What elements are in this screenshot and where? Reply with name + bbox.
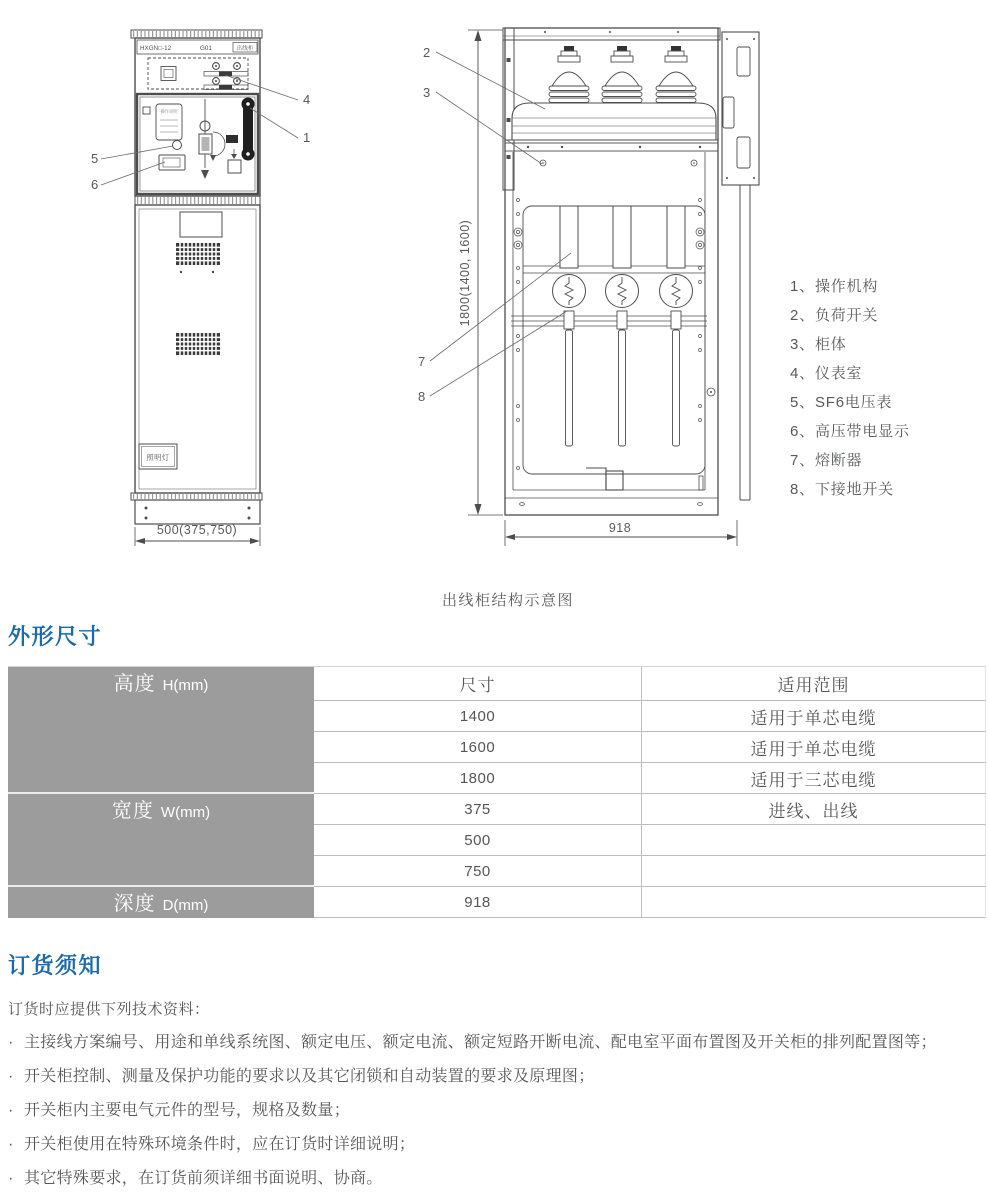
callout-3: 3 <box>423 85 431 100</box>
bullet-marker: · <box>8 1170 14 1187</box>
row-group-name: 高度 <box>113 673 156 695</box>
front-scheme-label: G01 <box>200 45 212 52</box>
drawing-caption: 出线柜结构示意图 <box>441 592 574 609</box>
ordering-note <box>8 1162 986 1196</box>
legend-item: 7、熔断器 <box>790 452 863 469</box>
range-value: 适用于三芯电缆 <box>641 763 986 794</box>
ordering-note-text: 主接线方案编号、用途和单线系统图、额定电压、额定电流、额定短路开断电流、配电室平面布置图及开关柜的排列配置图等； <box>24 1034 937 1051</box>
callout-4: 4 <box>303 92 311 107</box>
ordering-note <box>8 1128 986 1162</box>
ordering-section-title: 订货须知 <box>8 953 103 978</box>
row-group-name: 深度 <box>113 893 156 915</box>
row-group-depth <box>8 887 314 918</box>
legend-item: 5、SF6电压表 <box>790 394 893 411</box>
bullet-marker: · <box>8 1034 14 1051</box>
row-group-name: 宽度 <box>111 800 154 822</box>
front-view-drawing <box>131 30 262 546</box>
ordering-notes-list <box>8 1026 986 1196</box>
height-dimension: 1800(1400, 1600) <box>458 219 472 327</box>
dimensions-section-title: 外形尺寸 <box>8 624 103 649</box>
ordering-intro: 订货时应提供下列技术资料： <box>8 1001 210 1018</box>
section-view-drawing <box>468 28 759 546</box>
callout-5: 5 <box>91 151 99 166</box>
legend-item: 6、高压带电显示 <box>790 423 910 440</box>
size-value: 500 <box>314 825 641 856</box>
row-group-unit: H(mm) <box>162 677 209 694</box>
depth-dimension: 918 <box>608 521 632 535</box>
row-group-width <box>8 794 314 887</box>
front-type-label: 出线柜 <box>236 46 254 52</box>
ordering-note <box>8 1060 986 1094</box>
bullet-marker: · <box>8 1102 14 1119</box>
column-header-range: 适用范围 <box>641 667 986 701</box>
ordering-note-text: 开关柜使用在特殊环境条件时，应在订货时详细说明； <box>24 1136 416 1153</box>
range-value: 进线、出线 <box>641 794 986 825</box>
callout-8: 8 <box>418 389 426 404</box>
size-value: 1400 <box>314 701 641 732</box>
column-header-size: 尺寸 <box>314 667 641 701</box>
bullet-marker: · <box>8 1136 14 1153</box>
parts-legend <box>790 272 910 504</box>
range-value <box>641 825 986 856</box>
size-value: 918 <box>314 887 641 918</box>
row-group-unit: W(mm) <box>160 804 211 821</box>
size-value: 1800 <box>314 763 641 794</box>
legend-item: 4、仪表室 <box>790 365 863 382</box>
range-value <box>641 856 986 887</box>
row-group-height <box>8 667 314 794</box>
ordering-note-text: 开关柜内主要电气元件的型号，规格及数量； <box>24 1102 351 1119</box>
ordering-note-text: 其它特殊要求，在订货前须详细书面说明、协商。 <box>24 1170 383 1187</box>
legend-item: 2、负荷开关 <box>790 307 879 324</box>
dimensions-table <box>8 666 986 918</box>
range-value <box>641 887 986 918</box>
bullet-marker: · <box>8 1068 14 1085</box>
callout-1: 1 <box>303 130 311 145</box>
callout-7: 7 <box>418 354 426 369</box>
range-value: 适用于单芯电缆 <box>641 732 986 763</box>
legend-item: 1、操作机构 <box>790 278 879 295</box>
row-group-unit: D(mm) <box>162 897 209 914</box>
size-value: 1600 <box>314 732 641 763</box>
ordering-note <box>8 1026 986 1060</box>
legend-item: 3、柜体 <box>790 336 847 353</box>
callout-2: 2 <box>423 45 431 60</box>
operation-plate-label: 操作说明 <box>160 109 178 114</box>
width-dimension: 500(375,750) <box>156 523 238 537</box>
ordering-note-text: 开关柜控制、测量及保护功能的要求以及其它闭锁和自动装置的要求及原理图； <box>24 1068 595 1085</box>
lamp-label: 照明灯 <box>146 453 170 462</box>
range-value: 适用于单芯电缆 <box>641 701 986 732</box>
size-value: 750 <box>314 856 641 887</box>
ordering-note <box>8 1094 986 1128</box>
callout-6: 6 <box>91 177 99 192</box>
front-model-label: HXGN□-12 <box>140 45 172 52</box>
legend-item: 8、下接地开关 <box>790 481 894 498</box>
size-value: 375 <box>314 794 641 825</box>
